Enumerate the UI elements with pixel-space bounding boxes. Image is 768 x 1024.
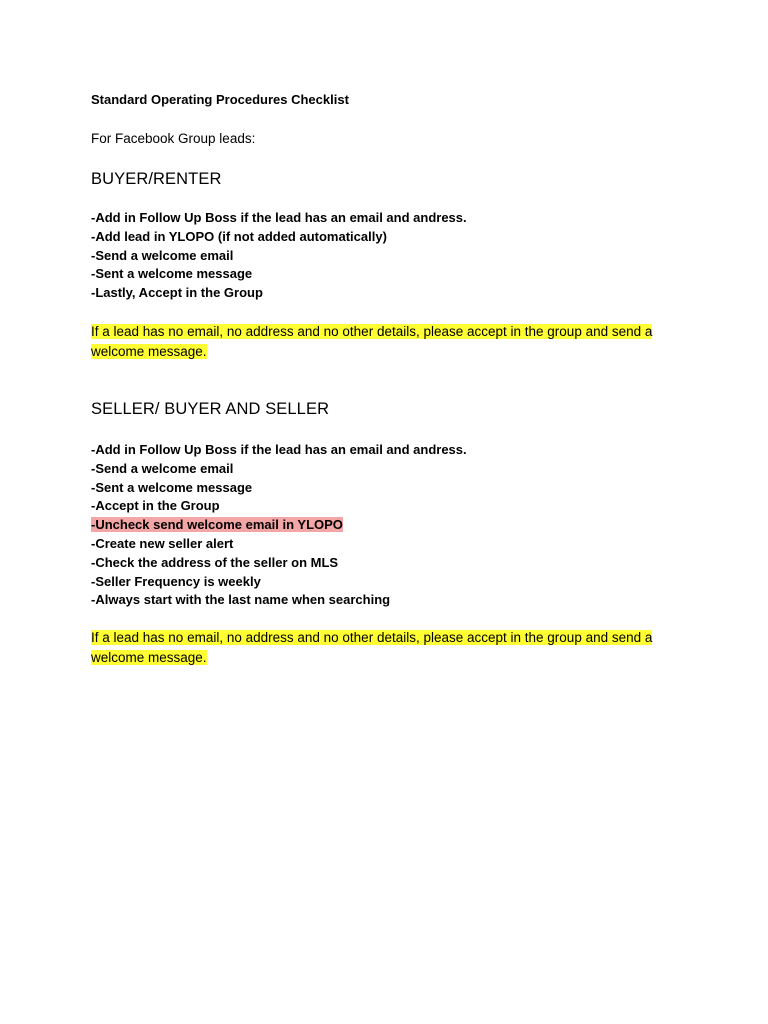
checklist-buyer-renter <box>91 209 467 303</box>
highlighted-note-buyer-renter <box>91 322 691 362</box>
highlighted-item-text: -Uncheck send welcome email in YLOPO <box>91 517 343 533</box>
checklist-item: -Send a welcome email <box>91 460 234 476</box>
document-title: Standard Operating Procedures Checklist <box>91 92 349 107</box>
checklist-item: -Sent a welcome message <box>91 479 253 495</box>
section-heading-buyer-renter: BUYER/RENTER <box>91 170 222 188</box>
checklist-seller <box>91 441 467 610</box>
intro-text: For Facebook Group leads: <box>91 131 256 146</box>
checklist-item: -Sent a welcome message <box>91 266 253 282</box>
checklist-item: -Lastly, Accept in the Group <box>91 285 263 301</box>
checklist-item: -Create new seller alert <box>91 535 234 551</box>
note-text: If a lead has no email, no address and no other details, please accept in the group and send a welcome message. <box>91 630 653 665</box>
checklist-item: -Add lead in YLOPO (if not added automatically) <box>91 228 387 244</box>
section-heading-seller: SELLER/ BUYER AND SELLER <box>91 400 330 418</box>
note-text: If a lead has no email, no address and no other details, please accept in the group and send a welcome message. <box>91 324 653 359</box>
highlighted-note-seller <box>91 628 691 668</box>
checklist-item: -Check the address of the seller on MLS <box>91 554 339 570</box>
checklist-item: -Always start with the last name when searching <box>91 592 391 608</box>
checklist-item: -Send a welcome email <box>91 247 234 263</box>
checklist-item-highlighted <box>91 516 467 535</box>
checklist-item: -Add in Follow Up Boss if the lead has an email and andress. <box>91 210 467 225</box>
checklist-item: -Accept in the Group <box>91 498 220 514</box>
checklist-item: -Seller Frequency is weekly <box>91 573 261 589</box>
checklist-item: -Add in Follow Up Boss if the lead has an email and andress. <box>91 442 467 457</box>
